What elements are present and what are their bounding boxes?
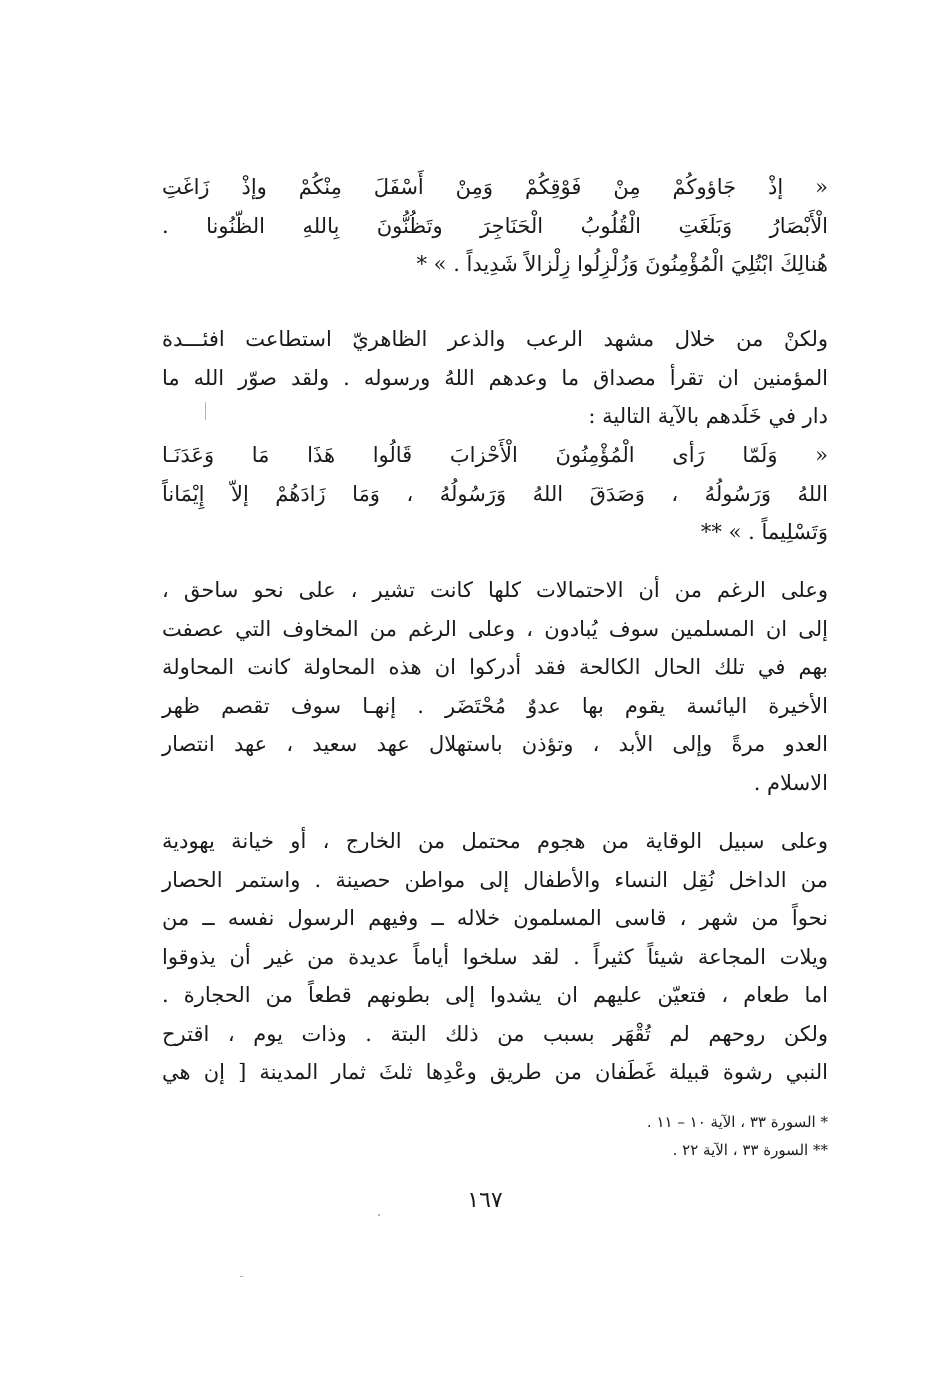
- quran-quote-1: [162, 168, 828, 284]
- text-line: « وَلَمّا رَأى الْمُؤْمِنُونَ الْأَحْزابَ قَالُوا هَذَا مَا وَعَدَنَـا: [162, 443, 828, 467]
- text-line: ولكن روحهم لم تُقْهَر بسبب من ذلك البتة . وذات يوم ، اقترح: [162, 1021, 828, 1046]
- text-line: نحواً من شهر ، قاسى المسلمون خلاله ــ وفيهم الرسول نفسه ــ من: [162, 906, 828, 930]
- text-line: بهم في تلك الحال الكالحة فقد أدركوا ان هذه المحاولة كانت المحاولة: [162, 655, 828, 679]
- text-line: ويلات المجاعة شيئاً كثيراً . لقد سلخوا أياماً عديدة من غير أن يذوقوا: [162, 944, 828, 969]
- text-line: الأخيرة اليائسة يقوم بها عدوٌ مُحْتَضَر . إنهـا سوف تقصم ظهر: [162, 693, 828, 718]
- text-line: اللهُ وَرَسُولُهُ ، وَصَدَقَ اللهُ وَرَسُولُهُ ، وَمَا زَادَهُمْ إلاّ إِيْمَاناً: [162, 481, 828, 506]
- footnote: * السورة ٣٣ ، الآية ١٠ – ١١ .: [646, 1113, 828, 1131]
- footnote: ** السورة ٣٣ ، الآية ٢٢ .: [672, 1141, 828, 1159]
- text-line: دار في خَلَدهم بالآية التالية :: [588, 404, 828, 428]
- text-line: ولكنْ من خلال مشهد الرعب والذعر الظاهريّ استطاعت افئـــدة: [162, 327, 828, 351]
- paragraph-3: [162, 822, 828, 1092]
- text-line: الاسلام .: [753, 770, 828, 795]
- text-line: هُنالِكَ ابْتُلِيَ الْمُؤْمِنُونَ وَزُلْزِلُوا زِلْزالاً شَدِيداً . » *: [416, 252, 828, 276]
- text-line: وعلى سبيل الوقاية من هجوم محتمل من الخارج ، أو خيانة يهودية: [162, 829, 828, 853]
- text-line: المؤمنين ان تقرأ مصداق ما وعدهم اللهُ ورسوله . ولقد صوّر الله ما: [162, 365, 828, 390]
- text-line: الْأَبْصَارُ وَبَلَغَتِ الْقُلُوبُ الْحَنَاجِرَ وتَظُنُّونَ بِاللهِ الظّنُونا .: [162, 213, 828, 238]
- paragraph-2: [162, 571, 828, 802]
- text-line: إلى ان المسلمين سوف يُبادون ، وعلى الرغم من المخاوف التي عصفت: [162, 616, 828, 641]
- page-number: ١٦٧: [467, 1188, 503, 1213]
- text-line: وعلى الرغم من أن الاحتمالات كلها كانت تشير ، على نحو ساحق ،: [162, 578, 828, 602]
- text-line: من الداخل نُقِل النساء والأطفال إلى مواطن حصينة . واستمر الحصار: [162, 867, 828, 892]
- quran-quote-2: [162, 436, 828, 552]
- scan-artifact: [205, 402, 206, 420]
- scan-artifact: [378, 1214, 380, 1216]
- text-line: اما طعام ، فتعيّن عليهم ان يشدوا إلى بطونهم قطعاً من الحجارة .: [162, 983, 828, 1007]
- paragraph-1: [162, 320, 828, 436]
- text-line: العدو مرةً وإلى الأبد ، وتؤذن باستهلال عهد سعيد ، عهد انتصار: [162, 732, 828, 756]
- footnotes: [162, 1108, 828, 1164]
- text-line: وَتَسْلِيماً . » **: [700, 520, 828, 544]
- text-line: « إذْ جَاؤوكُمْ مِنْ فَوْقِكُمْ وَمِنْ أَسْفَلَ مِنْكُمْ وإذْ زَاغَتِ: [162, 175, 828, 199]
- scan-artifact: [240, 1276, 243, 1277]
- text-line: النبي رشوة قبيلة غَطَفان من طريق وعْدِها ثلثَ ثمار المدينة [ إن هي: [162, 1060, 828, 1084]
